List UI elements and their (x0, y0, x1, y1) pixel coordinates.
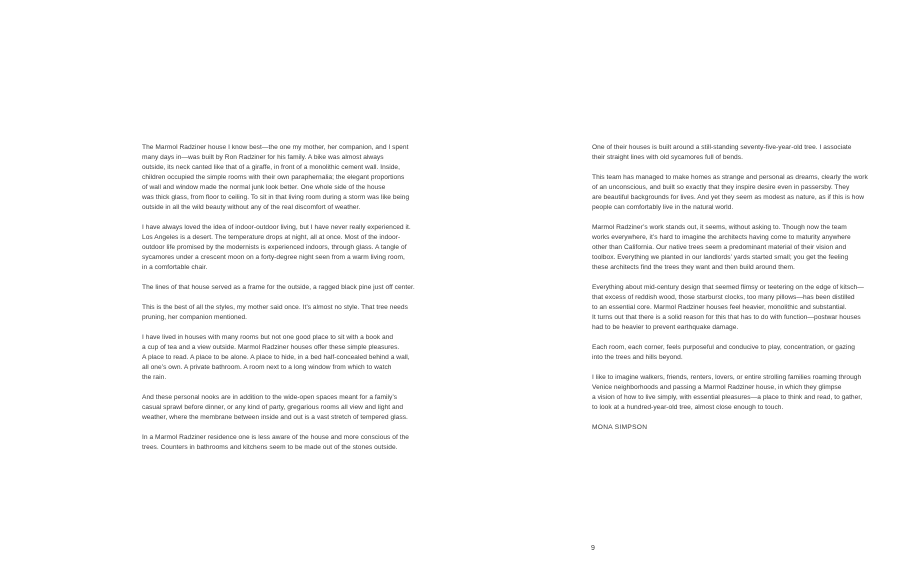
paragraph: And these personal nooks are in addition to the wide-open spaces meant for a family’s casual sprawl before dinner, or any kind of party, gregarious rooms all view and light and weather, where the membrane between inside and out is a vast stretch of tempered glass. (142, 394, 408, 421)
right-text-column (592, 143, 878, 443)
paragraph: Each room, each corner, feels purposeful and conducive to play, concentration, or gazing into the trees and hills beyond. (592, 344, 855, 361)
page-number: 9 (591, 545, 595, 552)
author-signature: MONA SIMPSON (592, 424, 648, 431)
paragraph: One of their houses is built around a still-standing seventy-five-year-old tree. I associate their straight lines with old sycamores full of bends. (592, 144, 852, 161)
paragraph: Marmol Radziner’s work stands out, it seems, without asking to. Though now the team works everywhere, it’s hard to imagine the architects having come to maturity anywhere other than California. Our native trees seem a predominant material of their vision and toolbox. Everything we planted in our landlords’ yards started small; you get the feeling these architects find the trees they want and then build around them. (592, 224, 851, 271)
paragraph: This team has managed to make homes as strange and personal as dreams, clearly the work of an unconscious, and built so exactly that they inspire desire even in passersby. They are beautiful backgrounds for lives. And yet they seem as modest as nature, as if this is how people can comfortably live in the natural world. (592, 174, 868, 211)
paragraph: This is the best of all the styles, my mother said once. It’s almost no style. That tree needs pruning, her companion mentioned. (142, 304, 408, 321)
paragraph: The Marmol Radziner house I know best—the one my mother, her companion, and I spent many days in—was built by Ron Radziner for his family. A bike was almost always outside, its neck canted like that of a giraffe, in front of a monolithic cement wall. Inside, children occupied the simple rooms with their own paraphernalia; the elegant proportions of wall and window made the normal junk look better. One whole side of the house was thick glass, from floor to ceiling. To sit in that living room during a storm was like being outside in all the wild beauty without any of the real discomfort of weather. (142, 144, 410, 211)
paragraph: I have always loved the idea of indoor-outdoor living, but I have never really experienced it. Los Angeles is a desert. The temperature drops at night, all at once. Most of the indoor- outdoor life promised by the modernists is experienced indoors, through glass. A tangle of sycamores under a crescent moon on a forty-degree night seen from a warm living room, in a comfortable chair. (142, 224, 411, 271)
paragraph: I have lived in houses with many rooms but not one good place to sit with a book and a cup of tea and a view outside. Marmol Radziner houses offer these simple pleasures. A place to read. A place to be alone. A place to hide, in a bed half-concealed behind a wall, all one’s own. A private bathroom. A room next to a long window from which to watch the rain. (142, 334, 410, 381)
paragraph: In a Marmol Radziner residence one is less aware of the house and more conscious of the trees. Counters in bathrooms and kitchens seem to be made out of the stones outside. (142, 434, 410, 451)
paragraph: I like to imagine walkers, friends, renters, lovers, or entire strolling families roaming through Venice neighborhoods and passing a Marmol Radziner house, in which they glimpse a vision of how to live simply, with essential pleasures—a place to think and read, to gather, to look at a hundred-year-old tree, almost close enough to touch. (592, 374, 863, 411)
paragraph: The lines of that house served as a frame for the outside, a ragged black pine just off center. (142, 284, 415, 291)
paragraph: Everything about mid-century design that seemed flimsy or teetering on the edge of kitsch— that excess of reddish wood, those starburst clocks, too many pillows—has been distilled to an essential core. Marmol Radziner houses feel heavier, monolithic and substantial. It turns out that there is a solid reason for this that has to do with function—postwar houses had to be heavier to prevent earthquake damage. (592, 284, 864, 331)
left-text-column (142, 143, 427, 463)
